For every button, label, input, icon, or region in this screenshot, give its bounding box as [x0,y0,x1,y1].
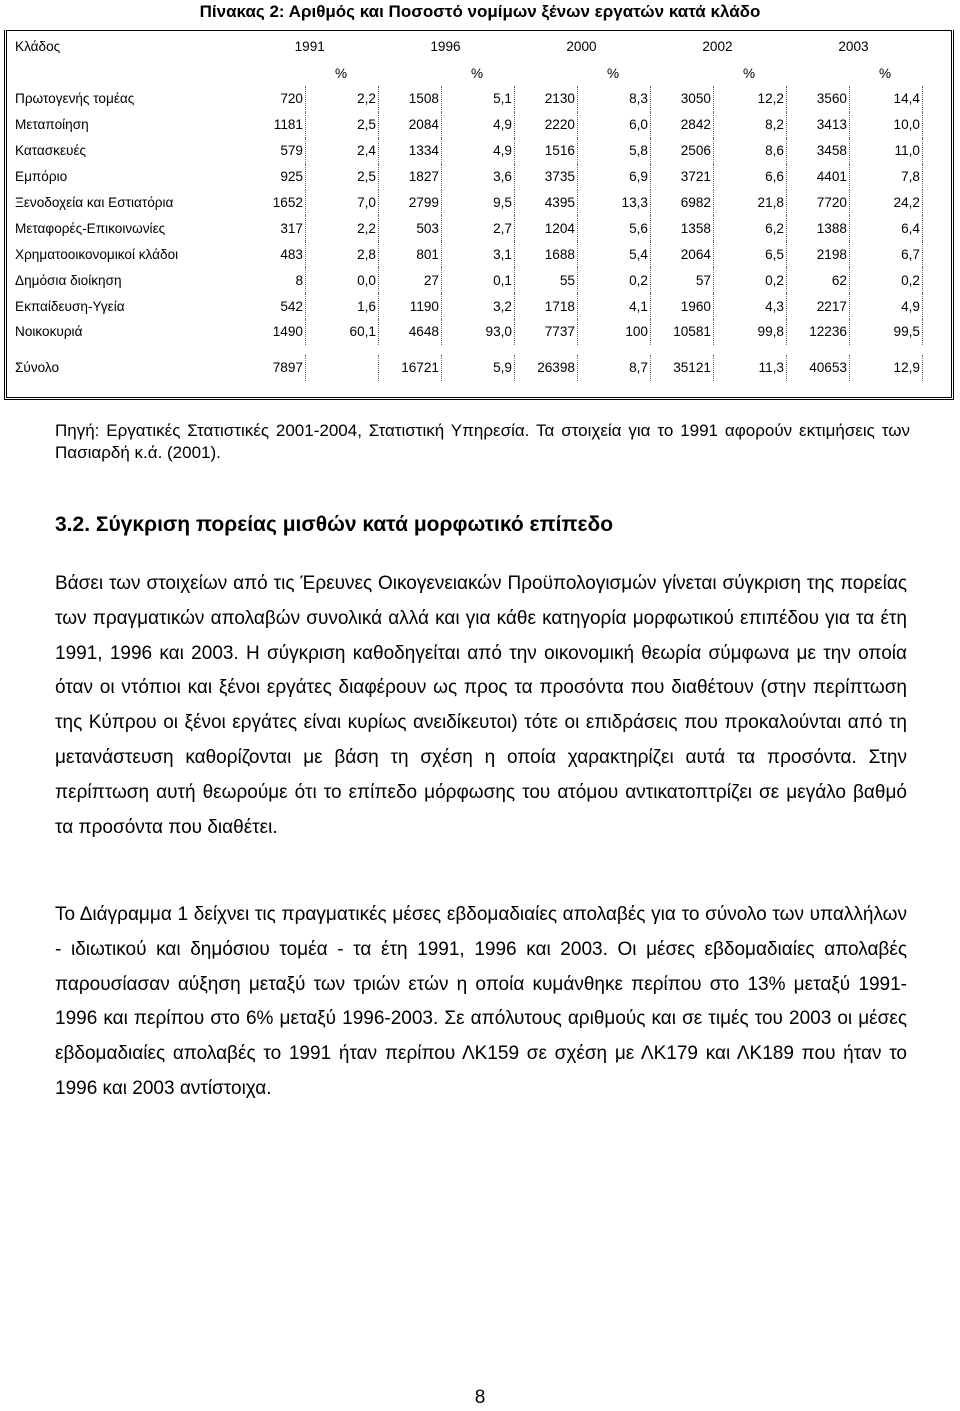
percent-cell: 2,5 [306,164,379,190]
percent-cell: 1,6 [306,293,379,319]
header-year: 2000 [566,39,597,54]
row-label: Πρωτογενής τομέας [15,91,135,107]
count-cell: 4648 [379,319,442,345]
row-label: Ξενοδοχεία και Εστιατόρια [15,195,174,210]
count-cell: 3721 [651,164,714,190]
row-label: Εμπόριο [15,169,68,185]
count-cell: 1718 [515,293,578,319]
total-count-cell: 40653 [787,355,850,381]
count-cell: 2220 [515,112,578,138]
percent-cell: 3,1 [442,241,515,267]
percent-cell: 100 [578,319,651,345]
paragraph-2: Το Διάγραμμα 1 δείχνει τις πραγματικές μέσες εβδομαδιαίες απολαβές για το σύνολο των υπαλλήλων - ιδιωτικού και δημόσιου τομέα - τα έτη 1991, 1996 και 2003. Οι μέσες εβδομαδιαίες απολαβές παρουσίασαν αύξηση μεταξύ των τριών ετών η οποία κυμάνθηκε περίπου στο 13% μεταξύ 1991-1996 και περίπου στο 6% μεταξύ 1996-2003. Σε απόλυτους αριθμούς και σε τιμές του 2003 οι μέσες εβδομαδιαίες απολαβές το 1991 ήταν περίπου ΛΚ159 σε σχέση με ΛΚ179 και ΛΚ189 που ήταν το 1996 και 2003 αντίστοιχα. [55,904,907,1099]
total-count-cell: 35121 [651,355,714,381]
count-cell: 1190 [379,293,442,319]
header-year: 2002 [702,39,733,54]
percent-cell: 5,1 [442,86,515,112]
header-blank [651,61,714,86]
header-percent: % [878,66,892,81]
percent-cell: 6,0 [578,112,651,138]
row-label: Δημόσια διοίκηση [15,272,122,288]
count-cell: 3458 [787,138,850,164]
data-table-frame [4,30,954,400]
percent-cell: 7,8 [850,164,923,190]
spacer-row [13,345,923,355]
count-cell: 4395 [515,190,578,216]
count-cell: 2130 [515,86,578,112]
count-cell: 503 [379,215,442,241]
count-cell: 1827 [379,164,442,190]
table-row [13,241,923,267]
percent-cell: 4,1 [578,293,651,319]
percent-cell: 93,0 [442,319,515,345]
count-cell: 317 [243,215,306,241]
row-label: Μεταφορές-Επικοινωνίες [15,220,166,236]
header-percent: % [742,66,756,81]
table-row [13,190,923,216]
percent-cell: 2,7 [442,215,515,241]
page-number: 8 [474,1387,486,1408]
count-cell: 579 [243,138,306,164]
percent-header-row [13,61,923,86]
percent-cell: 2,2 [306,215,379,241]
table-row [13,215,923,241]
count-cell: 27 [379,267,442,293]
header-blank [379,61,442,86]
header-blank [243,61,306,86]
count-cell: 10581 [651,319,714,345]
percent-cell: 6,6 [714,164,787,190]
count-cell: 3560 [787,86,850,112]
count-cell: 1508 [379,86,442,112]
percent-cell: 2,2 [306,86,379,112]
table-title: Πίνακας 2: Αριθμός και Ποσοστό νομίμων ξένων εργατών κατά κλάδο [199,2,761,21]
percent-cell: 0,1 [442,267,515,293]
count-cell: 3050 [651,86,714,112]
header-year: 2003 [838,39,869,54]
table-row [13,86,923,112]
count-cell: 1181 [243,112,306,138]
count-cell: 2084 [379,112,442,138]
section-heading: 3.2. Σύγκριση πορείας μισθών κατά μορφωτικό επίπεδο [55,513,614,536]
percent-cell: 0,2 [578,267,651,293]
percent-cell: 5,4 [578,241,651,267]
header-percent: % [334,66,348,81]
count-cell: 801 [379,241,442,267]
count-cell: 4401 [787,164,850,190]
row-label: Εκπαίδευση-Υγεία [15,298,125,314]
row-label: Χρηματοοικονομικοί κλάδοι [15,246,179,262]
percent-cell: 6,5 [714,241,787,267]
total-percent-cell: 12,9 [850,355,923,381]
percent-cell: 5,6 [578,215,651,241]
count-cell: 2198 [787,241,850,267]
source-note: Πηγή: Εργατικές Στατιστικές 2001-2004, Στατιστική Υπηρεσία. Τα στοιχεία για το 1991 αφορούν εκτιμήσεις των Πασιαρδή κ.ά. (2001). [55,421,910,462]
percent-cell: 14,4 [850,86,923,112]
count-cell: 62 [787,267,850,293]
count-cell: 3413 [787,112,850,138]
percent-cell: 6,9 [578,164,651,190]
count-cell: 57 [651,267,714,293]
count-cell: 7720 [787,190,850,216]
percent-cell: 4,9 [442,138,515,164]
count-cell: 1334 [379,138,442,164]
percent-cell: 0,2 [850,267,923,293]
header-year: 1991 [294,39,325,54]
percent-cell: 8,6 [714,138,787,164]
percent-cell: 24,2 [850,190,923,216]
total-row [13,355,923,381]
row-label: Μεταποίηση [15,117,89,133]
count-cell: 2506 [651,138,714,164]
percent-cell: 99,5 [850,319,923,345]
count-cell: 483 [243,241,306,267]
count-cell: 542 [243,293,306,319]
count-cell: 1960 [651,293,714,319]
percent-cell: 11,0 [850,138,923,164]
count-cell: 3735 [515,164,578,190]
percent-cell: 13,3 [578,190,651,216]
header-blank [13,61,243,86]
table-top-border [7,30,951,31]
total-percent-cell: 5,9 [442,355,515,381]
count-cell: 1388 [787,215,850,241]
total-count-cell: 26398 [515,355,578,381]
row-label: Κατασκευές [15,143,87,159]
spacer-cell [13,345,923,355]
percent-cell: 60,1 [306,319,379,345]
count-cell: 1688 [515,241,578,267]
percent-cell: 0,0 [306,267,379,293]
header-corner: Κλάδος [15,39,61,54]
count-cell: 1490 [243,319,306,345]
count-cell: 1516 [515,138,578,164]
percent-cell: 21,8 [714,190,787,216]
table-row [13,293,923,319]
total-label: Σύνολο [15,360,60,376]
percent-cell: 5,8 [578,138,651,164]
count-cell: 2064 [651,241,714,267]
total-percent-cell: 11,3 [714,355,787,381]
table-row [13,112,923,138]
percent-cell: 0,2 [714,267,787,293]
percent-cell: 7,0 [306,190,379,216]
table-row [13,267,923,293]
table-row [13,319,923,345]
percent-cell: 2,4 [306,138,379,164]
count-cell: 8 [243,267,306,293]
count-cell: 2799 [379,190,442,216]
row-label: Νοικοκυριά [15,324,83,340]
table-row [13,164,923,190]
percent-cell: 4,9 [850,293,923,319]
header-blank [515,61,578,86]
count-cell: 7737 [515,319,578,345]
header-percent: % [470,66,484,81]
header-blank [787,61,850,86]
header-year: 1996 [430,39,461,54]
total-percent-cell [306,355,379,381]
count-cell: 925 [243,164,306,190]
total-count-cell: 7897 [243,355,306,381]
count-cell: 12236 [787,319,850,345]
percent-cell: 8,2 [714,112,787,138]
percent-cell: 3,6 [442,164,515,190]
percent-cell: 4,3 [714,293,787,319]
percent-cell: 99,8 [714,319,787,345]
count-cell: 1358 [651,215,714,241]
percent-cell: 12,2 [714,86,787,112]
percent-cell: 9,5 [442,190,515,216]
count-cell: 1652 [243,190,306,216]
percent-cell: 4,9 [442,112,515,138]
header-row [13,32,923,61]
count-cell: 2217 [787,293,850,319]
count-cell: 2842 [651,112,714,138]
count-cell: 1204 [515,215,578,241]
percent-cell: 8,3 [578,86,651,112]
percent-cell: 6,4 [850,215,923,241]
header-percent: % [606,66,620,81]
percent-cell: 6,2 [714,215,787,241]
paragraph-1: Βάσει των στοιχείων από τις Έρευνες Οικογενειακών Προϋπολογισμών γίνεται σύγκριση της πορείας των πραγματικών απολαβών συνολικά αλλά και για κάθε κατηγορία μορφωτικού επιπέδου για τα έτη 1991, 1996 και 2003. Η σύγκριση καθοδηγείται από την οικονομική θεωρία σύμφωνα με την οποία όταν οι ντόπιοι και ξένοι εργάτες διαφέρουν ως προς τα προσόντα που διαθέτουν (στην περίπτωση της Κύπρου οι ξένοι εργάτες είναι κυρίως ανειδίκευτοι) τότε οι επιδράσεις που προκαλούνται από τη μετανάστευση καθορίζονται με βάση τη σχέση η οποία χαρακτηρίζει αυτά τα προσόντα. Στην περίπτωση αυτή θεωρούμε ότι το επίπεδο μόρφωσης του ατόμου αντικατοπτρίζει σε μεγάλο βαθμό τα προσόντα που διαθέτει. [55,573,907,838]
count-cell: 55 [515,267,578,293]
percent-cell: 6,7 [850,241,923,267]
percent-cell: 3,2 [442,293,515,319]
total-count-cell: 16721 [379,355,442,381]
table-row [13,138,923,164]
percent-cell: 10,0 [850,112,923,138]
count-cell: 720 [243,86,306,112]
percent-cell: 2,5 [306,112,379,138]
total-percent-cell: 8,7 [578,355,651,381]
percent-cell: 2,8 [306,241,379,267]
count-cell: 6982 [651,190,714,216]
foreign-workers-table [13,32,923,381]
